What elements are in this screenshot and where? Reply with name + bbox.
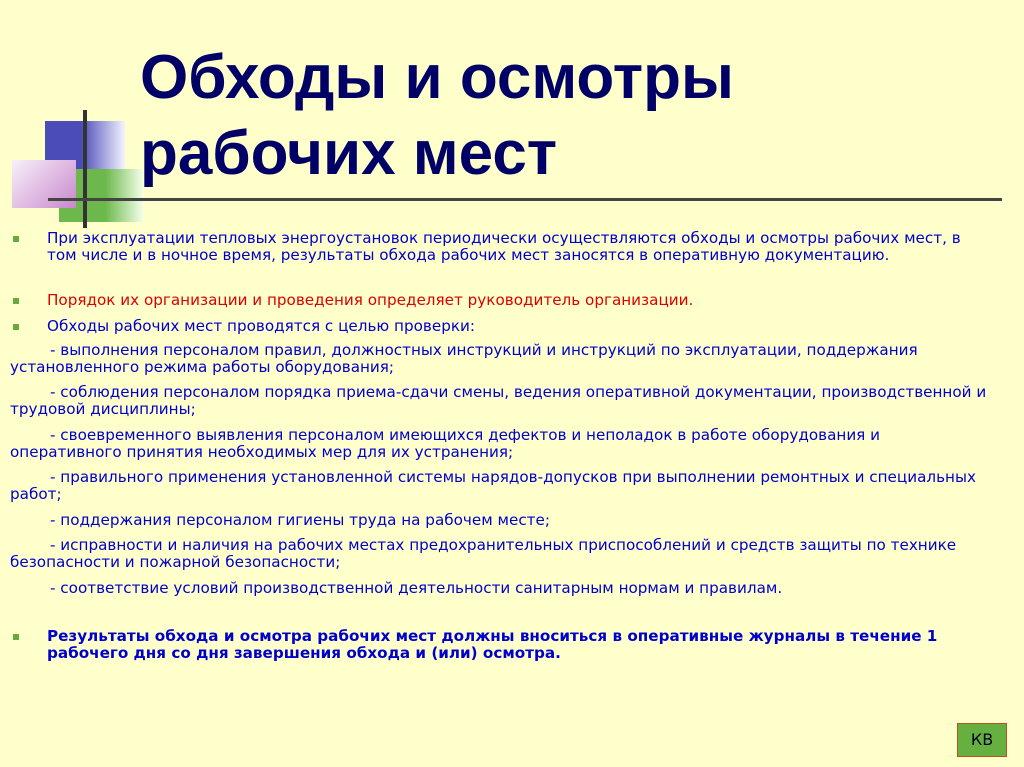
sub-item: - исправности и наличия на рабочих местах предохранительных приспособлений и средств защиты по технике безопасности и пожарной безопасности; bbox=[10, 536, 957, 571]
page-title bbox=[140, 40, 734, 192]
bullet-icon bbox=[13, 634, 19, 640]
title-line-1: Обходы и осмотры bbox=[140, 43, 734, 112]
sub-item: - правильного применения установленной системы нарядов-допусков при выполнении ремонтных и специальных работ; bbox=[10, 468, 976, 503]
sub-item: - выполнения персоналом правил, должностных инструкций и инструкций по эксплуатации, поддержания установленного режима работы оборудования; bbox=[10, 341, 918, 376]
conclusion-text: Результаты обхода и осмотра рабочих мест должны вноситься в оперативные журналы в течение 1 рабочего дня со дня завершения обхода и (или) осмотра. bbox=[47, 627, 938, 662]
title-line-2: рабочих мест bbox=[140, 119, 558, 188]
bullet-text: Обходы рабочих мест проводятся с целью проверки: bbox=[47, 317, 476, 335]
bullet-item bbox=[47, 318, 977, 335]
bullet-item bbox=[47, 230, 977, 264]
bullet-icon bbox=[13, 236, 19, 242]
sub-item: - своевременного выявления персоналом имеющихся дефектов и неполадок в работе оборудования и оперативного принятия необходимых мер для их устранения; bbox=[10, 426, 881, 461]
sub-item: - соответствие условий производственной деятельности санитарным нормам и правилам. bbox=[50, 579, 783, 597]
bullet-item bbox=[47, 292, 977, 309]
sub-item: - соблюдения персоналом порядка приема-сдачи смены, ведения оперативной документации, производственной и трудовой дисциплины; bbox=[10, 383, 987, 418]
bullet-icon bbox=[13, 298, 19, 304]
bullet-text: Порядок их организации и проведения определяет руководитель организации. bbox=[47, 291, 694, 309]
conclusion-item bbox=[47, 628, 977, 662]
bullet-text: При эксплуатации тепловых энергоустановок периодически осуществляются обходы и осмотры рабочих мест, в том числе и в ночное время, результаты обхода рабочих мест заносятся в оперативную документацию. bbox=[47, 229, 961, 264]
bullet-icon bbox=[13, 324, 19, 330]
kv-button[interactable]: КВ bbox=[957, 723, 1007, 757]
sub-item: - поддержания персоналом гигиены труда на рабочем месте; bbox=[50, 511, 550, 529]
